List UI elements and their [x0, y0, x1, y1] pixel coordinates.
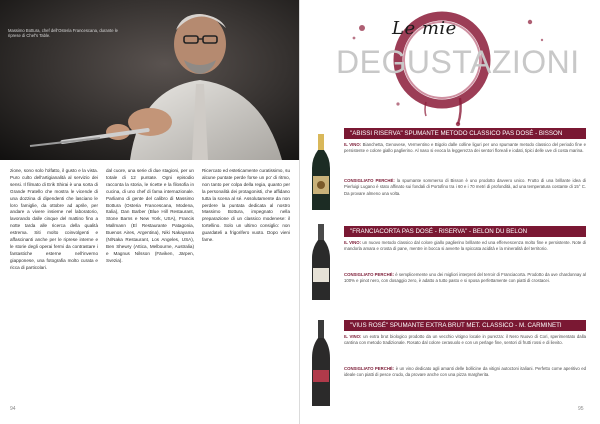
wine-description — [344, 240, 586, 253]
vino-text: un extra brut biologico prodotto da un vecchio vitigno locale in purezza: il Nero Nuovo di Cori, sperimentato dalla cantina con metodo tradizionale. Rosato dal colore cerasuolo e con un perlage fine, sentori di frutti rossi e di lievito. — [344, 334, 586, 346]
title-block — [300, 0, 600, 130]
article-columns — [0, 168, 300, 398]
article-column-2: dal cuore, una serie di due stagioni, per un totale di 12 puntate. Ogni episodio racconta la storia, le ricette e la filosofia in cucina, di uno chef di fama internazionale. Parliamo di gente del calibro di Massimo Bottura (Osteria Francescana, Modena, Italia), Dan Barber (Blue Hill Restaurant, Stone Barns e New York, USA), Francis Mallmann (El Restaurante Patagonia, Buenos Aires, Argentina), Niki Nakayama (N/Naka Restaurant, Los Angeles, USA), Ben Shewry (Attica, Melbourne, Australia) e Magnus Nilsson (Fäviken, Järpen, Svezia). — [106, 168, 194, 263]
wine-title: "VIUS ROSÉ" SPUMANTE EXTRA BRUT MET. CLASSICO - M. CARMINETI — [344, 320, 586, 331]
title-degustazioni: DEGUSTAZIONI — [336, 44, 580, 80]
wine-recommendation — [344, 366, 586, 379]
vino-label: IL VINO: — [344, 142, 362, 147]
right-page — [300, 0, 600, 424]
wine-description — [344, 142, 586, 155]
article-column-1: zione, sono solo l'olfatto, il gusto e la vista. Puro culto dell'artigianalità al servizio dei sensi. Il filmato di Erik Shirai è una sorta di Grande Fratello che mostra le vicende di una dozzina di dipendenti che lasciano le loro famiglie, da ottobre ad aprile, per andare a vivere insieme nel laboratorio, lavorando dalle cinque del mattino fino a notte tarda alle ricerca della qualità estrema. Siti molto coinvolgenti e affascinanti anche per le riprese interne e le storie degli operai fermi da contrastare i fantastiche esterne nell'inverno giapponese, una fotografia molto curata e ricca di particolari. — [10, 168, 98, 270]
vino-label: IL VINO: — [344, 334, 362, 339]
bottle-icon — [310, 134, 332, 212]
page-number-right: 95 — [578, 406, 584, 412]
consiglio-label: CONSIGLIATO PERCHÉ: — [344, 272, 395, 277]
wine-title: "ABISSI RISERVA" SPUMANTE METODO CLASSICO PAS DOSÉ - BISSON — [344, 128, 586, 139]
article-column-3: Ricercato ed esteticamente curatissimo, su alcune puntate perde forse un po' di ritmo, non tanto per colpa della regia, quanto per la personalità dei protagonisti, che affidano tutta la scena al sé. Assolutamente da non perdere la puntata dedicata al nostro Massimo Bottura, impegnato nella preparazione di un classico modenese: il tortellino. Solo un ultimo consiglio: non guardateli a frigorifero vuoto. Dopo vieni fame. — [202, 168, 290, 243]
wine-recommendation — [344, 272, 586, 285]
bottle-icon — [310, 224, 332, 302]
photo-caption: Massimo Bottura, chef dell'Osteria Francescana, durante le riprese di Chef's Table. — [8, 28, 118, 39]
consiglio-label: CONSIGLIATO PERCHÉ: — [344, 178, 395, 183]
chef-photo-illustration — [0, 0, 300, 160]
consiglio-text: la spumante sommerso di Bisson è uno prodotto davvero unico. Frutto di una brillante idea di Pierluigi Lugano è stato affinato sui fondali di Portofino tra i 60 e i 70 metri di profondità, ad una temperatura costante di 15° C. Da provare almeno una volta. — [344, 178, 587, 196]
wine-recommendation — [344, 178, 586, 197]
vino-text: un nuovo metodo classico dal colore giallo paglierino brillante ed una effervescenza molto fine e persistente. Note di mandorla amara e crosta di pane, mentre in bocca si avverte la spiccata acidità e la mineralità del territorio. — [344, 240, 586, 252]
title-le-mie: Le mie — [392, 18, 457, 39]
page-number-left: 94 — [10, 406, 16, 412]
vino-text: Bianchetta, Genovese, Vermentino e Bigolo dalle colline liguri per uno spumante metodo classico del periodo fine e persistente e colore giallo paglierino. Al naso si evoca la leggerezza dei sentori floreali e iodati, tipici delle uve di costa marina. — [344, 142, 586, 154]
wine-title: "FRANCIACORTA PAS DOSÉ - RISERVA" - BELON DU BELON — [344, 226, 586, 237]
wine-description — [344, 334, 586, 347]
consiglio-text: è un vino dedicato agli amanti delle bollicine da vitigni autoctoni italiani. Perfetto come aperitivo ed ideale con piatti di pesce crudo, da provare anche con una pizza margherita. — [344, 366, 586, 378]
chef-photo — [0, 0, 300, 160]
bottle-icon — [310, 320, 332, 408]
consiglio-text: è semplicemente uno dei migliori interpreti del terroir di Franciacorta. Prodotto da uve chardonnay al 100% e pinot nero, con dosaggio zero, è adatto a tutto pasto e si sposa perfettamente con piatti di crostacei. — [344, 272, 586, 284]
consiglio-label: CONSIGLIATO PERCHÉ: — [344, 366, 395, 371]
vino-label: IL VINO: — [344, 240, 362, 245]
